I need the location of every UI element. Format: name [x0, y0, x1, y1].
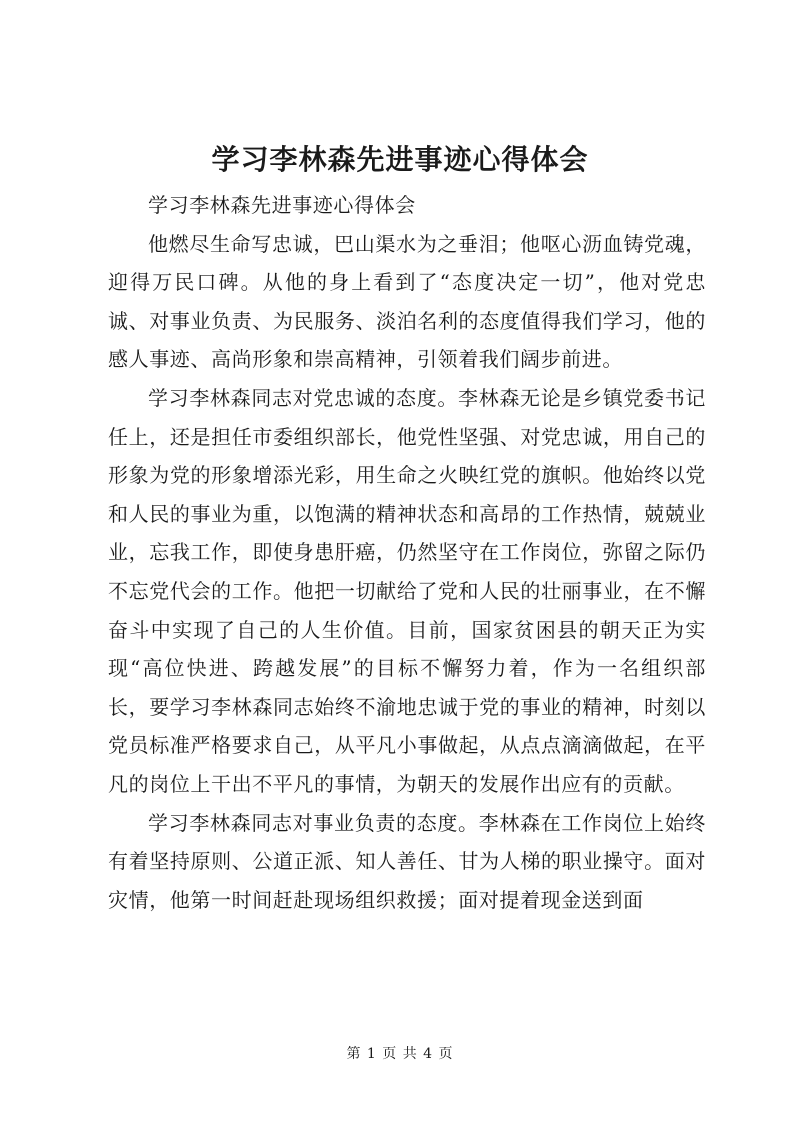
paragraph-2: 学习李林森同志对党忠诚的态度。李林森无论是乡镇党委书记任上，还是担任市委组织部长，他党性坚强、对党忠诚，用自己的形象为党的形象增添光彩，用生命之火映红党的旗帜。他始终以党和人民的事业为重，以饱满的精神状态和高昂的工作热情，兢兢业业，忘我工作，即使身患肝癌，仍然坚守在工作岗位，弥留之际仍不忘党代会的工作。他把一切献给了党和人民的壮丽事业，在不懈奋斗中实现了自己的人生价值。目前，国家贫困县的朝天正为实现“高位快进、跨越发展”的目标不懈努力着，作为一名组织部长，要学习李林森同志始终不渝地忠诚于党的事业的精神，时刻以党员标准严格要求自己，从平凡小事做起，从点点滴滴做起，在平凡的岗位上干出不平凡的事情，为朝天的发展作出应有的贡献。: [108, 385, 706, 796]
paragraph-1: 他燃尽生命写忠诚，巴山渠水为之垂泪；他呕心沥血铸党魂，迎得万民口碑。从他的身上看到了“态度决定一切”，他对党忠诚、对事业负责、为民服务、淡泊名利的态度值得我们学习，他的感人事迹、高尚形象和崇高精神，引领着我们阔步前进。: [108, 231, 706, 372]
document-subtitle: 学习李林森先进事迹心得体会: [148, 193, 416, 217]
paragraph-3: 学习李林森同志对事业负责的态度。李林森在工作岗位上始终有着坚持原则、公道正派、知人善任、甘为人梯的职业操守。面对灾情，他第一时间赶赴现场组织救援；面对提着现金送到面: [108, 810, 706, 912]
document-body: [108, 186, 706, 919]
page-number-footer: 第 1 页 共 4 页: [346, 1046, 454, 1062]
document-title: 学习李林森先进事迹心得体会: [211, 143, 589, 176]
